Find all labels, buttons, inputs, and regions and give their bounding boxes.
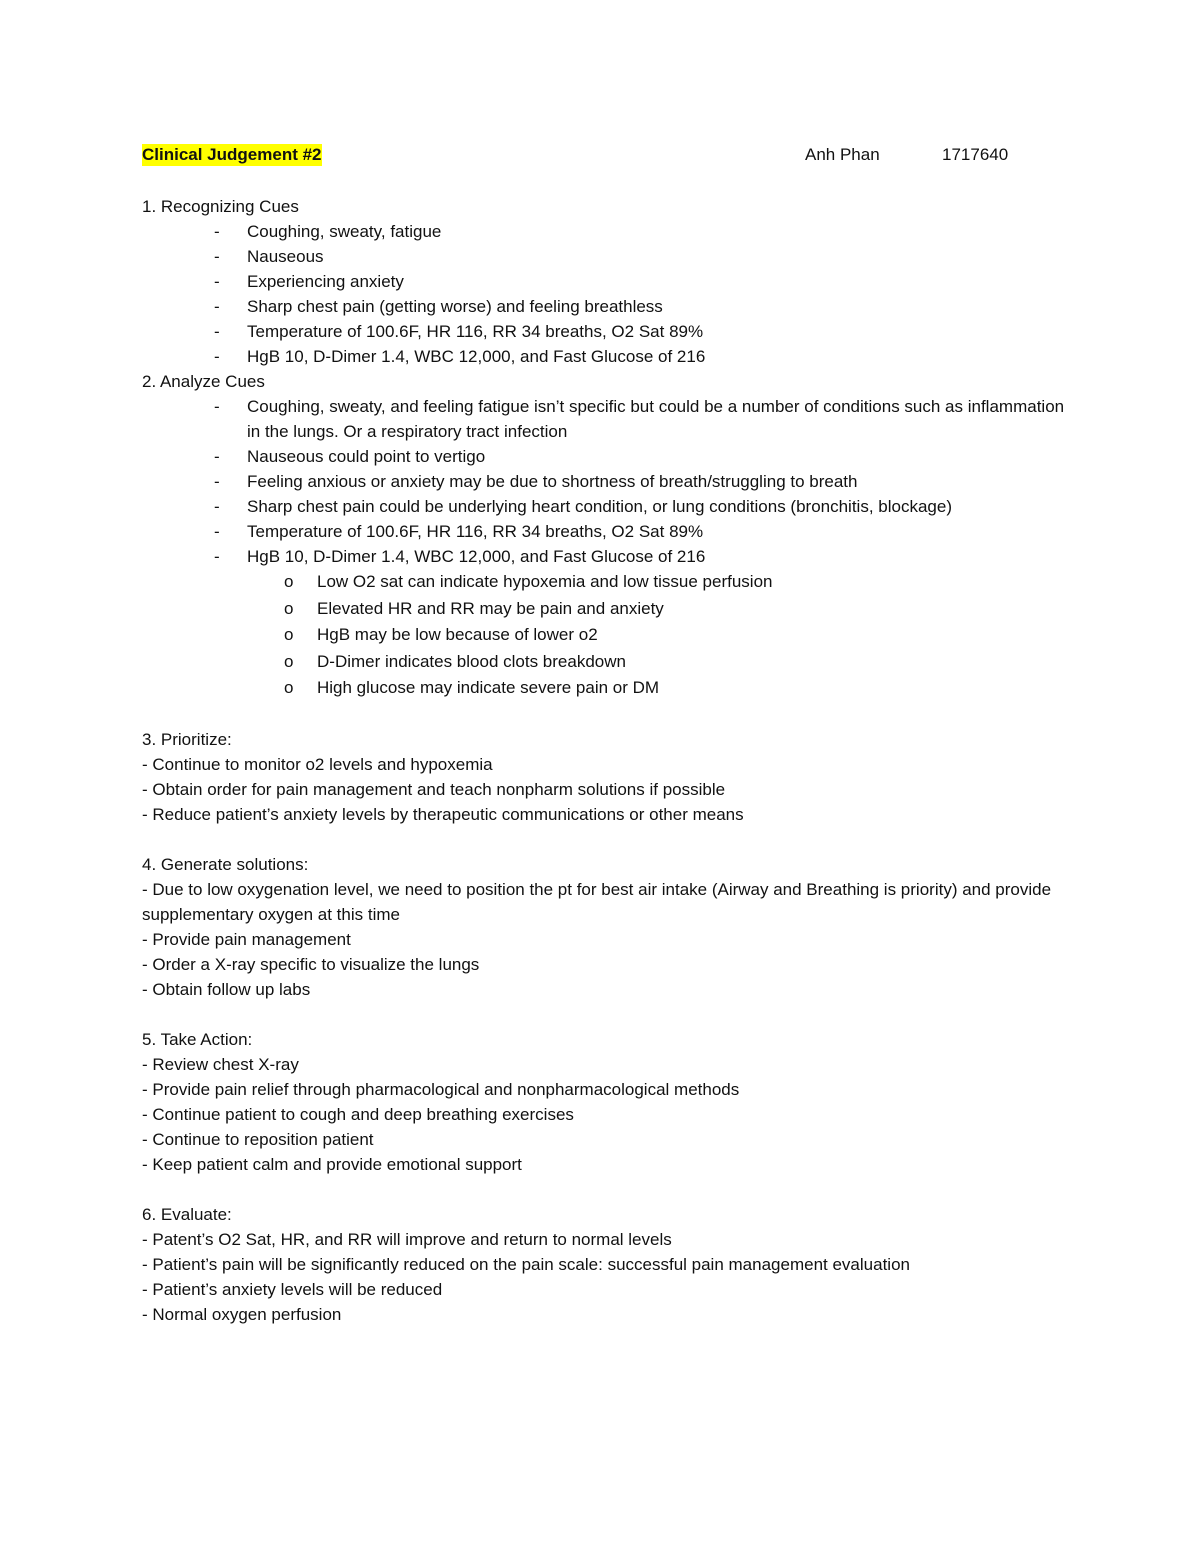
list-item [142,219,1072,244]
dash-marker: - [214,497,220,516]
list-item: - Patient’s pain will be significantly reduced on the pain scale: successful pain management evaluation [142,1254,910,1274]
spacer [142,1002,1072,1027]
circle-bullet: o [284,625,294,644]
list-item-text: HgB 10, D-Dimer 1.4, WBC 12,000, and Fast Glucose of 216 [247,347,706,366]
dash-marker: - [214,247,220,266]
section-heading: 3. Prioritize: [142,729,232,749]
dash-marker: - [214,297,220,316]
list-item-text: Nauseous [247,247,324,266]
list-item-text: Sharp chest pain (getting worse) and feeling breathless [247,297,663,316]
circle-bullet: o [284,572,294,591]
dash-marker: - [214,447,220,466]
list-item-text: Temperature of 100.6F, HR 116, RR 34 breaths, O2 Sat 89% [247,522,704,541]
list-item: - Patient’s anxiety levels will be reduced [142,1279,443,1299]
list-item: - Obtain follow up labs [142,979,311,999]
document-body [142,194,1072,1327]
section-analyze-cues [142,369,1072,702]
sub-list-item [142,596,1072,623]
spacer [142,1177,1072,1202]
student-id: 1717640 [942,145,1009,164]
list-item: - Provide pain management [142,929,351,949]
section-generate-solutions [142,852,1072,1002]
spacer [142,702,1072,727]
list-item [142,519,1072,544]
dash-marker: - [214,272,220,291]
sub-list-item-text: Low O2 sat can indicate hypoxemia and low tissue perfusion [317,572,773,591]
list-item [142,244,1072,269]
list-item: - Patent’s O2 Sat, HR, and RR will improve and return to normal levels [142,1229,672,1249]
list-item [142,494,1072,519]
dash-marker: - [214,347,220,366]
dash-marker: - [214,547,220,566]
list-item-text: Coughing, sweaty, fatigue [247,222,442,241]
list-item-text: Coughing, sweaty, and feeling fatigue isn’t specific but could be a number of conditions such as inflammation in the lungs. Or a respiratory tract infection [247,397,1065,441]
sub-list-item [142,569,1072,596]
section-heading: 6. Evaluate: [142,1204,232,1224]
list-item: - Continue to reposition patient [142,1129,374,1149]
list-item-text: Sharp chest pain could be underlying heart condition, or lung conditions (bronchitis, blockage) [247,497,952,516]
sub-list-item-text: D-Dimer indicates blood clots breakdown [317,651,626,671]
list-item [142,344,1072,369]
circle-bullet: o [284,598,294,618]
dash-marker: - [214,472,220,491]
sub-list-item [142,622,1072,649]
list-item: - Due to low oxygenation level, we need to position the pt for best air intake (Airway and Breathing is priority) and provide supplementary oxygen at this time [142,879,1052,924]
list-item [142,469,1072,494]
author-name: Anh Phan [805,145,880,164]
list-item [142,294,1072,319]
dash-marker: - [214,222,220,241]
list-item [142,269,1072,294]
section-recognizing-cues [142,194,1072,369]
sub-list-item [142,649,1072,676]
list-item: - Reduce patient’s anxiety levels by therapeutic communications or other means [142,804,744,824]
list-item: - Provide pain relief through pharmacological and nonpharmacological methods [142,1079,740,1099]
list-item [142,544,1072,569]
dash-marker: - [214,522,220,541]
list-item-text: Nauseous could point to vertigo [247,447,486,466]
list-item: - Continue to monitor o2 levels and hypoxemia [142,754,493,774]
list-item-text: Feeling anxious or anxiety may be due to shortness of breath/struggling to breath [247,472,858,491]
sub-list-item [142,675,1072,702]
sub-list-item-text: HgB may be low because of lower o2 [317,625,598,644]
sub-list-item-text: High glucose may indicate severe pain or DM [317,678,660,697]
list-item [142,319,1072,344]
list-item-text: HgB 10, D-Dimer 1.4, WBC 12,000, and Fast Glucose of 216 [247,547,706,566]
dash-marker: - [214,397,220,416]
list-item: - Review chest X-ray [142,1054,299,1074]
section-heading: 4. Generate solutions: [142,854,309,874]
section-heading: 2. Analyze Cues [142,372,265,391]
dash-marker: - [214,322,220,341]
spacer [142,827,1072,852]
list-item-text: Experiencing anxiety [247,272,404,291]
list-item: - Keep patient calm and provide emotional support [142,1154,522,1174]
document-header [142,144,1042,168]
list-item-text: Temperature of 100.6F, HR 116, RR 34 breaths, O2 Sat 89% [247,322,704,341]
list-item: - Order a X-ray specific to visualize the lungs [142,954,480,974]
section-evaluate [142,1202,1072,1327]
list-item: - Continue patient to cough and deep breathing exercises [142,1104,574,1124]
list-item: - Normal oxygen perfusion [142,1304,342,1324]
document-title: Clinical Judgement #2 [142,145,322,164]
section-take-action [142,1027,1072,1177]
circle-bullet: o [284,678,294,697]
list-item [142,444,1072,469]
section-heading: 5. Take Action: [142,1029,253,1049]
sub-list-item-text: Elevated HR and RR may be pain and anxiety [317,598,664,618]
section-prioritize [142,727,1072,827]
circle-bullet: o [284,651,294,671]
list-item [142,394,1072,444]
list-item: - Obtain order for pain management and teach nonpharm solutions if possible [142,779,726,799]
section-heading: 1. Recognizing Cues [142,197,299,216]
